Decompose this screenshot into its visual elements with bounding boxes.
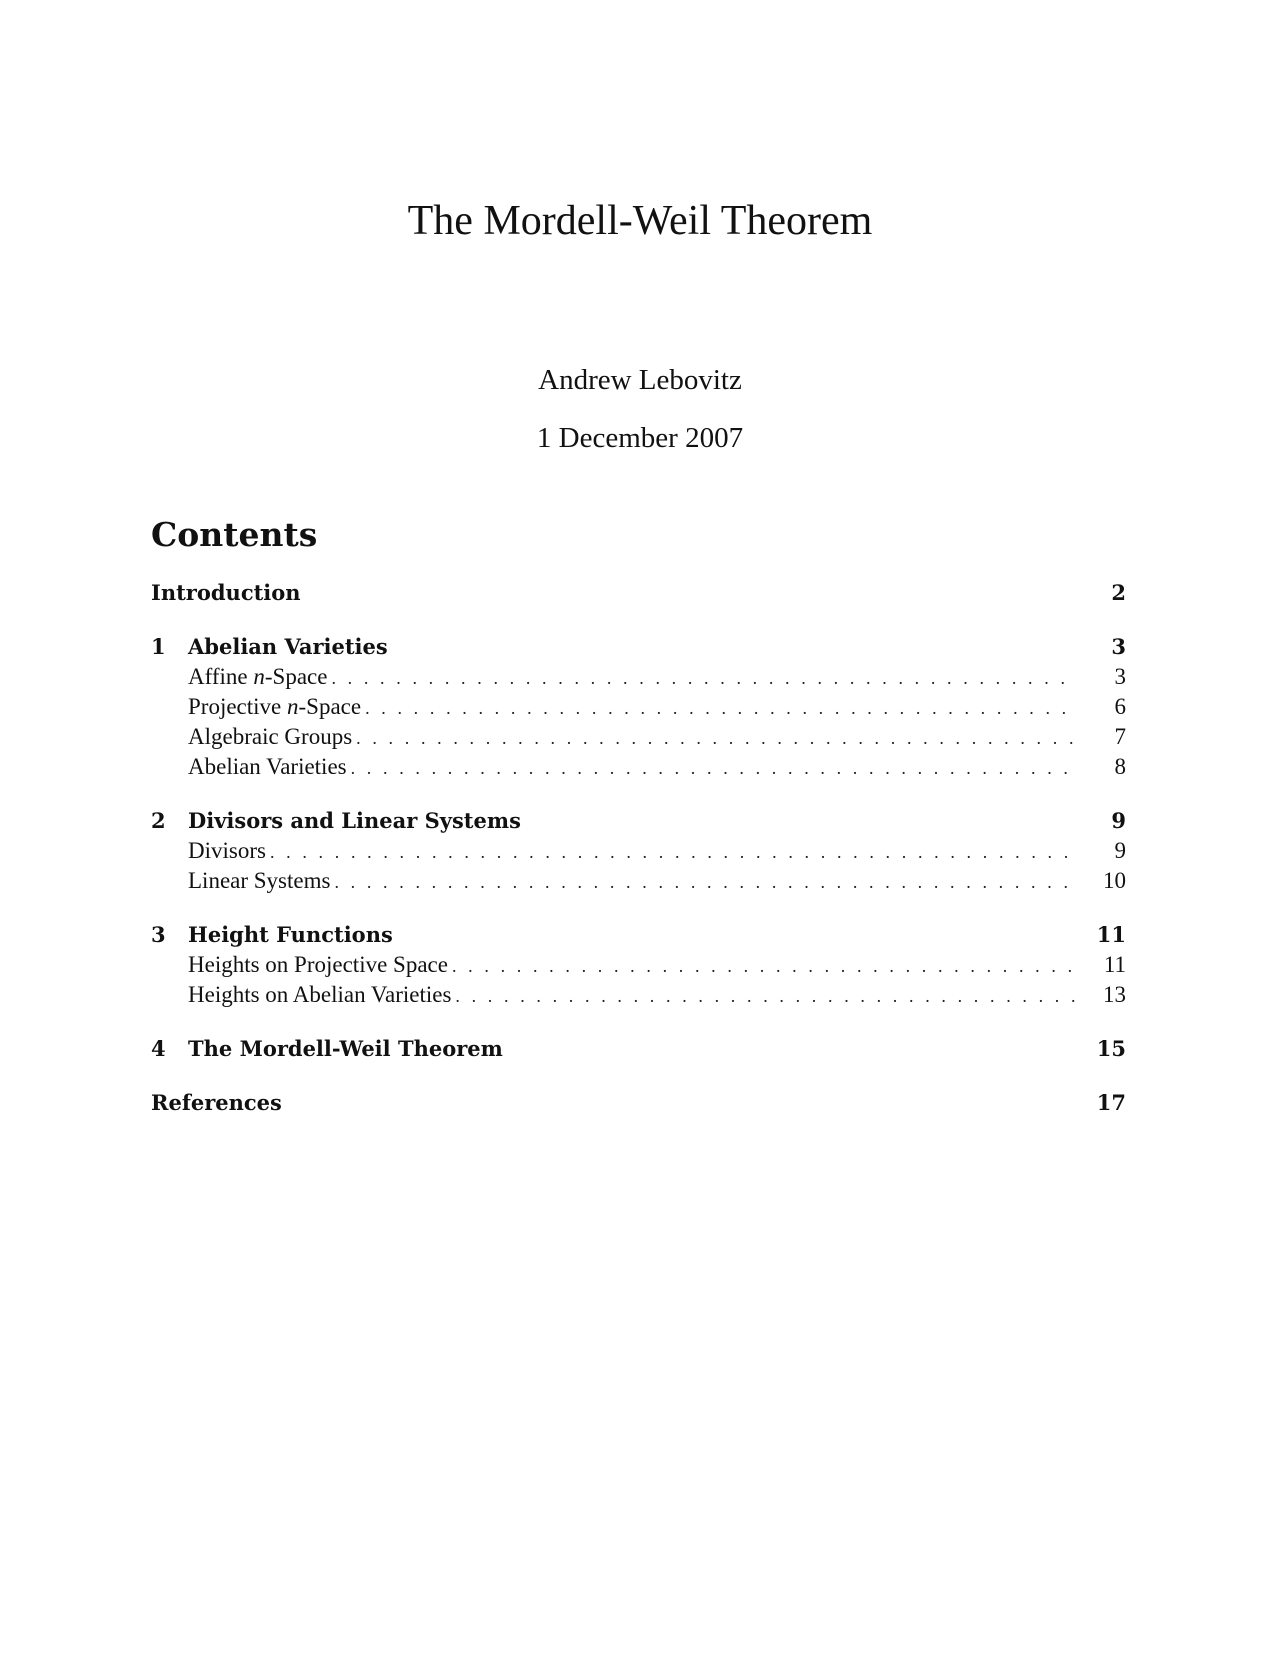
toc-subsection-label: Linear Systems [188, 868, 331, 893]
toc-leader-dots [451, 981, 1076, 1011]
toc-section-number: 1 [151, 634, 166, 659]
document-title: The Mordell-Weil Theorem [407, 198, 873, 244]
toc-subsection-page: 11 [1103, 952, 1126, 977]
toc-section-label: Abelian Varieties [188, 634, 388, 659]
toc-leader-dots [266, 837, 1076, 867]
toc-section-3[interactable] [151, 920, 1126, 950]
toc-subsection-algebraic-groups[interactable] [151, 722, 1126, 752]
toc-section-number: 3 [151, 922, 166, 947]
toc-subsection-label: Projective n-Space [188, 694, 362, 719]
toc-subsection-page: 13 [1103, 982, 1126, 1007]
toc-section-label: Height Functions [188, 922, 393, 947]
toc-subsection-affine-space[interactable] [151, 662, 1126, 692]
toc-entry-introduction[interactable] [151, 578, 1126, 608]
toc-subsection-label: Affine n-Space [188, 664, 328, 689]
document-date: 1 December 2007 [536, 422, 744, 454]
toc-section-label: The Mordell-Weil Theorem [188, 1036, 503, 1061]
toc-subsection-page: 8 [1114, 754, 1126, 779]
toc-subsection-linear-systems[interactable] [151, 866, 1126, 896]
toc-leader-dots [330, 867, 1076, 897]
toc-leader-dots [347, 753, 1076, 783]
table-of-contents [151, 578, 1126, 1118]
toc-section-page: 3 [1111, 634, 1126, 659]
toc-subsection-page: 9 [1114, 838, 1126, 863]
toc-section-1[interactable] [151, 632, 1126, 662]
toc-subsection-label: Algebraic Groups [188, 724, 353, 749]
toc-subsection-label: Divisors [188, 838, 266, 863]
toc-subsection-page: 7 [1114, 724, 1126, 749]
document-author: Andrew Lebovitz [538, 364, 742, 396]
contents-heading: Contents [151, 515, 318, 554]
toc-subsection-page: 10 [1103, 868, 1126, 893]
toc-entry-label: References [151, 1090, 282, 1115]
toc-section-label: Divisors and Linear Systems [188, 808, 521, 833]
toc-subsection-label: Abelian Varieties [188, 754, 347, 779]
toc-leader-dots [448, 951, 1076, 981]
toc-section-page: 11 [1096, 922, 1126, 947]
toc-section-page: 15 [1096, 1036, 1126, 1061]
toc-section-page: 9 [1111, 808, 1126, 833]
toc-section-4[interactable] [151, 1034, 1126, 1064]
toc-subsection-page: 3 [1114, 664, 1126, 689]
toc-subsection-abelian-varieties[interactable] [151, 752, 1126, 782]
toc-subsection-divisors[interactable] [151, 836, 1126, 866]
toc-subsection-page: 6 [1114, 694, 1126, 719]
toc-entry-page: 2 [1111, 580, 1126, 605]
toc-subsection-heights-projective[interactable] [151, 950, 1126, 980]
toc-leader-dots [361, 693, 1076, 723]
toc-subsection-projective-space[interactable] [151, 692, 1126, 722]
toc-subsection-heights-abelian[interactable] [151, 980, 1126, 1010]
toc-leader-dots [327, 663, 1076, 693]
toc-subsection-label: Heights on Abelian Varieties [188, 982, 452, 1007]
toc-leader-dots [352, 723, 1076, 753]
toc-subsection-label: Heights on Projective Space [188, 952, 448, 977]
toc-section-2[interactable] [151, 806, 1126, 836]
toc-entry-references[interactable] [151, 1088, 1126, 1118]
toc-section-number: 2 [151, 808, 166, 833]
toc-entry-label: Introduction [151, 580, 301, 605]
toc-entry-page: 17 [1096, 1090, 1126, 1115]
toc-section-number: 4 [151, 1036, 166, 1061]
